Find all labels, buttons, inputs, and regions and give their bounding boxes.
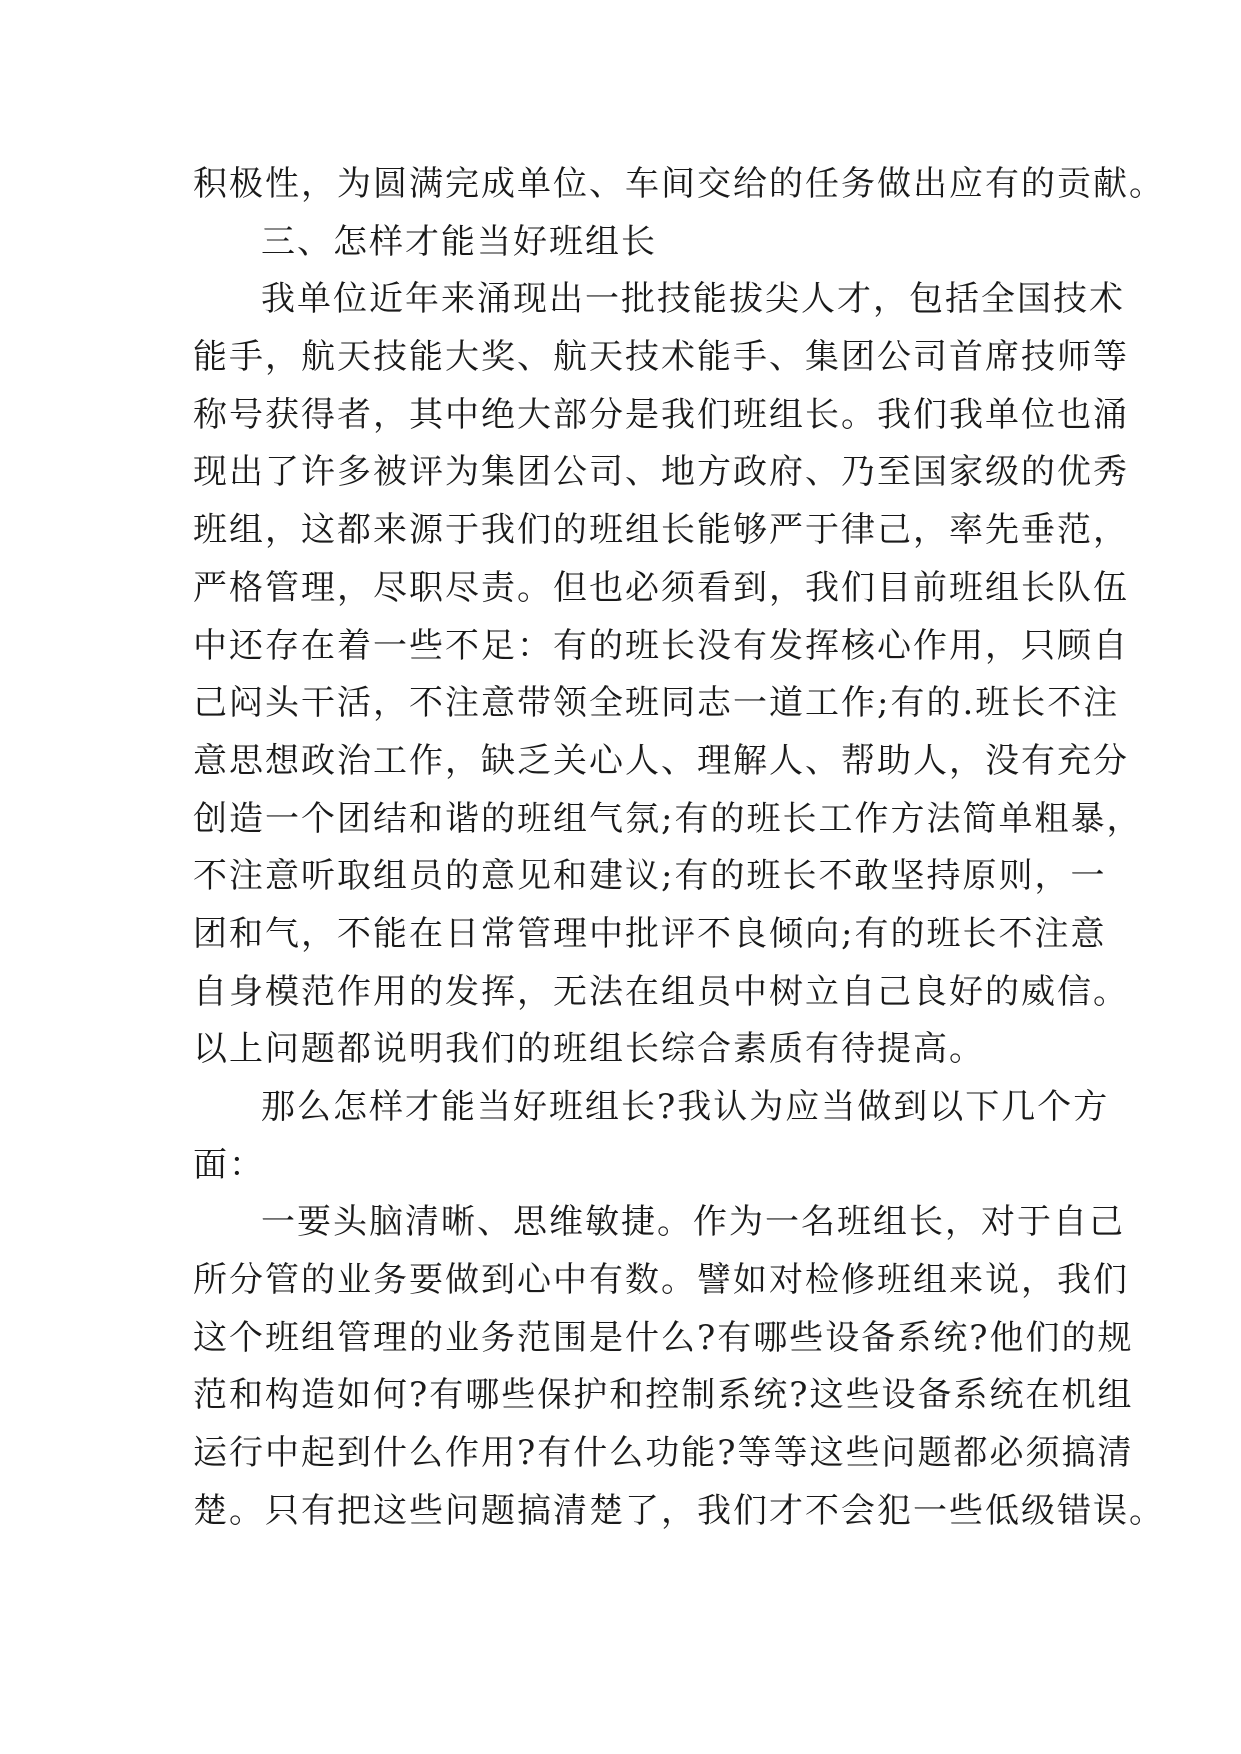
text-line: 运行中起到什么作用?有什么功能?等等这些问题都必须搞清 <box>193 1433 1134 1474</box>
text-line: 积极性，为圆满完成单位、车间交给的任务做出应有的贡献。 <box>193 164 1165 204</box>
text-line: 这个班组管理的业务范围是什么?有哪些设备系统?他们的规 <box>193 1317 1134 1358</box>
text-line: 楚。只有把这些问题搞清楚了，我们才不会犯一些低级错误。 <box>193 1490 1165 1531</box>
text-line: 一要头脑清晰、思维敏捷。作为一名班组长，对于自己 <box>261 1202 1125 1243</box>
text-line: 不注意听取组员的意见和建议;有的班长不敢坚持原则，一 <box>193 856 1107 897</box>
text-line: 能手，航天技能大奖、航天技术能手、集团公司首席技师等 <box>193 337 1129 378</box>
text-line: 所分管的业务要做到心中有数。譬如对检修班组来说，我们 <box>193 1260 1129 1301</box>
text-line: 范和构造如何?有哪些保护和控制系统?这些设备系统在机组 <box>193 1375 1134 1416</box>
text-line: 现出了许多被评为集团公司、地方政府、乃至国家级的优秀 <box>193 452 1129 493</box>
text-line: 团和气，不能在日常管理中批评不良倾向;有的班长不注意 <box>193 913 1107 954</box>
text-line: 班组，这都来源于我们的班组长能够严于律己，率先垂范， <box>193 510 1129 551</box>
text-line: 以上问题都说明我们的班组长综合素质有待提高。 <box>193 1029 985 1070</box>
text-line: 意思想政治工作，缺乏关心人、理解人、帮助人，没有充分 <box>193 740 1129 781</box>
text-line: 我单位近年来涌现出一批技能拔尖人才，包括全国技术 <box>261 279 1125 320</box>
text-line: 严格管理，尽职尽责。但也必须看到，我们目前班组长队伍 <box>193 567 1129 608</box>
text-line: 面： <box>193 1144 265 1185</box>
text-line: 称号获得者，其中绝大部分是我们班组长。我们我单位也涌 <box>193 394 1129 435</box>
text-line: 己闷头干活，不注意带领全班同志一道工作;有的.班长不注 <box>193 683 1120 724</box>
text-line: 那么怎样才能当好班组长?我认为应当做到以下几个方 <box>261 1087 1110 1127</box>
text-line: 三、怎样才能当好班组长 <box>261 221 657 262</box>
text-line: 自身模范作用的发挥，无法在组员中树立自己良好的威信。 <box>193 971 1129 1012</box>
body-text <box>193 156 1165 1541</box>
text-line: 创造一个团结和谐的班组气氛;有的班长工作方法简单粗暴， <box>193 798 1143 839</box>
text-line: 中还存在着一些不足：有的班长没有发挥核心作用，只顾自 <box>193 625 1129 666</box>
